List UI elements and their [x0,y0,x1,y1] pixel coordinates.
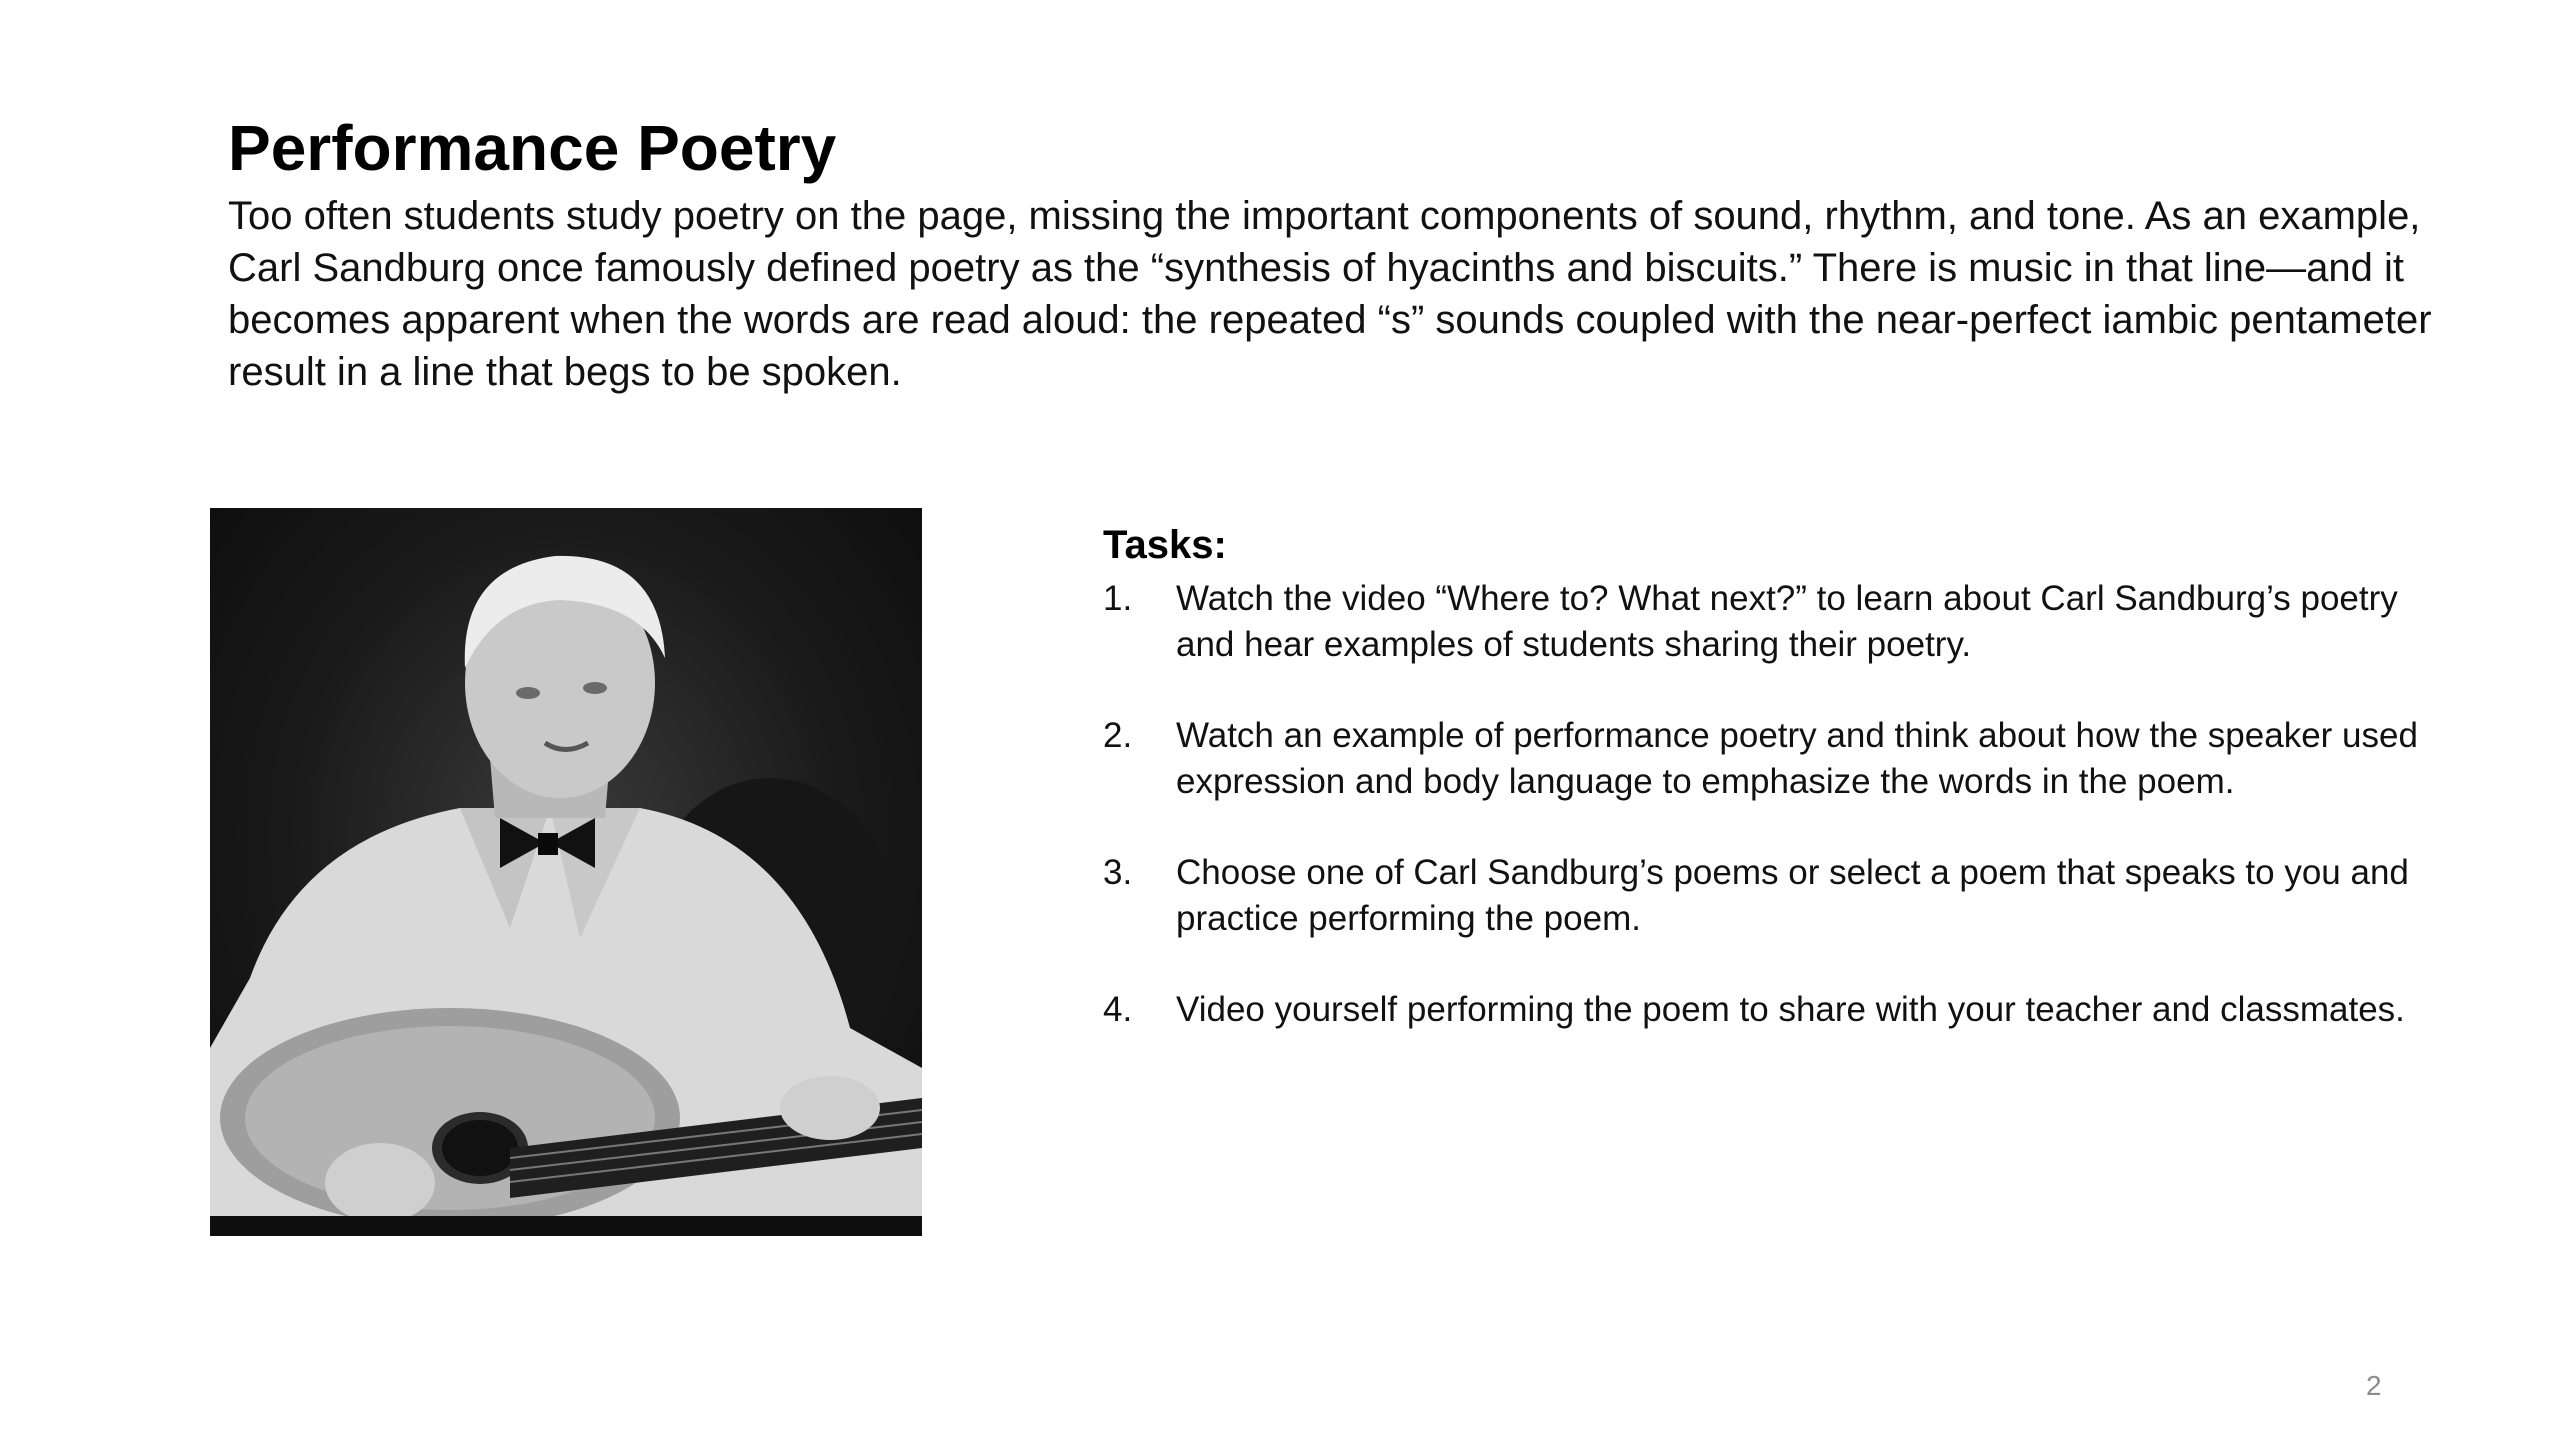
tasks-section [1103,520,2433,1078]
task-item-1 [1103,576,2433,668]
slide-title: Performance Poetry [228,112,837,184]
task-number: 1. [1103,579,1133,618]
tasks-heading: Tasks: [1103,523,1227,567]
task-number: 2. [1103,716,1133,755]
task-text: Watch the video “Where to? What next?” to learn about Carl Sandburg’s poetry and hear examples of students sharing their poetry. [1176,579,2398,664]
task-number: 4. [1103,990,1133,1029]
task-text: Watch an example of performance poetry and think about how the speaker used expression and body language to emphasize the words in the poem. [1176,716,2418,801]
task-item-4 [1103,987,2433,1033]
page-number: 2 [2366,1370,2382,1401]
intro-paragraph: Too often students study poetry on the page, missing the important components of sound, rhythm, and tone. As an example, Carl Sandburg once famously defined poetry as the “synthesis of hyacinths and biscuits.” There is music in that line—and it becomes apparent when the words are read aloud: the repeated “s” sounds coupled with the near-perfect iambic pentameter result in a line that begs to be spoken. [228,194,2432,394]
portrait-illustration [210,508,922,1236]
task-item-3 [1103,850,2433,942]
task-list [1103,576,2433,1033]
portrait-photo [210,508,922,1236]
task-number: 3. [1103,853,1133,892]
task-item-2 [1103,713,2433,805]
task-text: Video yourself performing the poem to share with your teacher and classmates. [1176,990,2405,1029]
task-text: Choose one of Carl Sandburg’s poems or select a poem that speaks to you and practice performing the poem. [1176,853,2409,938]
